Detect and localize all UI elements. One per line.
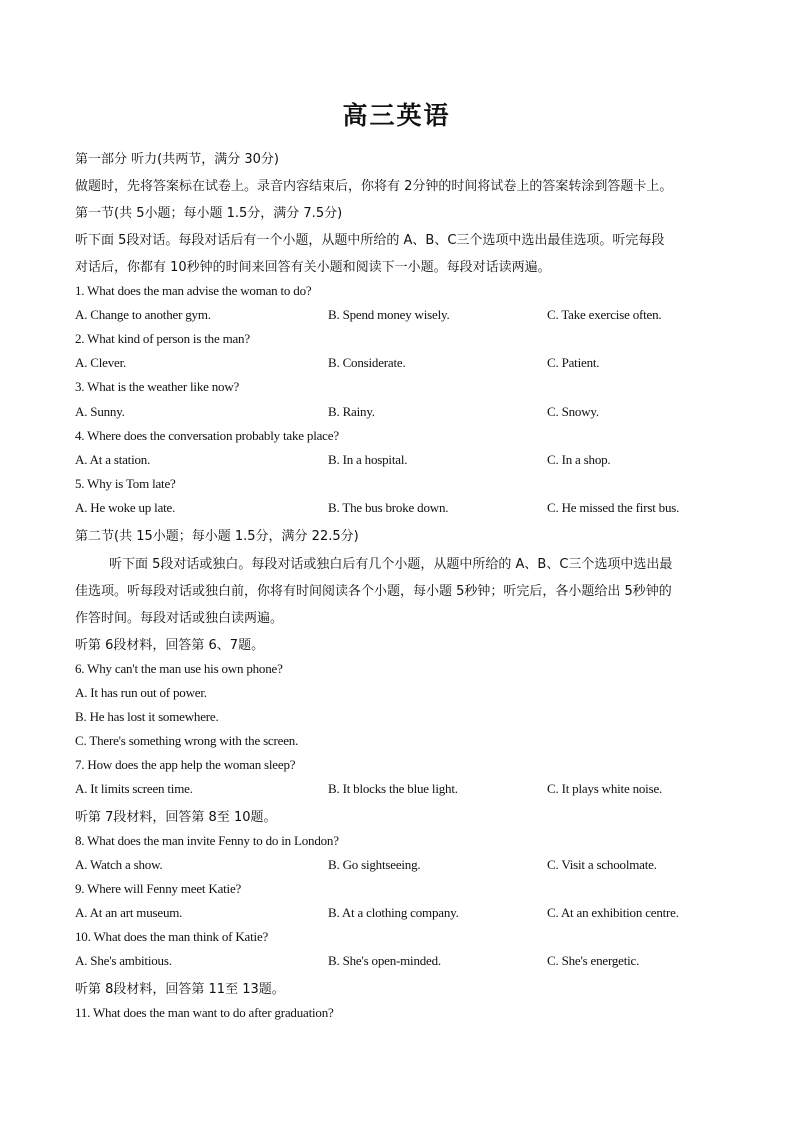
material-7-heading: 听第 7段材料，回答第 8至 10题。 — [75, 810, 277, 825]
q9-option-b: B. At a clothing company. — [328, 905, 459, 920]
q6-option-b: B. He has lost it somewhere. — [75, 709, 219, 724]
q1-option-a: A. Change to another gym. — [75, 307, 211, 322]
q6-option-a: A. It has run out of power. — [75, 685, 207, 700]
q8-option-a: A. Watch a show. — [75, 857, 163, 872]
question-8: 8. What does the man invite Fenny to do in London? — [75, 833, 339, 848]
section2-header: 第二节(共 15小题；每小题 1.5分，满分 22.5分) — [75, 529, 359, 544]
question-5: 5. Why is Tom late? — [75, 476, 176, 491]
q1-option-c: C. Take exercise often. — [547, 307, 662, 322]
q8-option-c: C. Visit a schoolmate. — [547, 857, 657, 872]
q6-option-c: C. There's something wrong with the screen. — [75, 733, 299, 748]
q8-option-b: B. Go sightseeing. — [328, 857, 421, 872]
q5-option-b: B. The bus broke down. — [328, 500, 449, 515]
q5-option-a: A. He woke up late. — [75, 500, 176, 515]
q4-option-c: C. In a shop. — [547, 452, 611, 467]
part1-header: 第一部分 听力(共两节，满分 30分) — [75, 152, 279, 167]
material-8-heading: 听第 8段材料，回答第 11至 13题。 — [75, 982, 285, 997]
section2-instruction-line2: 佳选项。听每段对话或独白前，你将有时间阅读各个小题，每小题 5秒钟；听完后，各小题给出 5秒钟的 — [75, 584, 672, 599]
q10-option-b: B. She's open-minded. — [328, 953, 441, 968]
section1-instruction-line2: 对话后，你都有 10秒钟的时间来回答有关小题和阅读下一小题。每段对话读两遍。 — [75, 260, 551, 275]
part1-instruction: 做题时，先将答案标在试卷上。录音内容结束后，你将有 2分钟的时间将试卷上的答案转涂到答题卡上。 — [75, 179, 673, 194]
question-4: 4. Where does the conversation probably take place? — [75, 428, 339, 443]
q4-option-b: B. In a hospital. — [328, 452, 408, 467]
question-10: 10. What does the man think of Katie? — [75, 929, 269, 944]
question-1: 1. What does the man advise the woman to do? — [75, 283, 312, 298]
material-6-heading: 听第 6段材料，回答第 6、7题。 — [75, 638, 265, 653]
q9-option-a: A. At an art museum. — [75, 905, 183, 920]
section1-header: 第一节(共 5小题；每小题 1.5分，满分 7.5分) — [75, 206, 343, 221]
question-7: 7. How does the app help the woman sleep? — [75, 757, 296, 772]
section2-instruction-line3: 作答时间。每段对话或独白读两遍。 — [75, 611, 284, 626]
question-2: 2. What kind of person is the man? — [75, 331, 250, 346]
q2-option-a: A. Clever. — [75, 355, 127, 370]
q2-option-c: C. Patient. — [547, 355, 600, 370]
q3-option-b: B. Rainy. — [328, 404, 375, 419]
q7-option-c: C. It plays white noise. — [547, 781, 663, 796]
question-3: 3. What is the weather like now? — [75, 379, 240, 394]
q9-option-c: C. At an exhibition centre. — [547, 905, 679, 920]
page-title: 高三英语 — [342, 101, 451, 130]
q5-option-c: C. He missed the first bus. — [547, 500, 680, 515]
q7-option-a: A. It limits screen time. — [75, 781, 193, 796]
q2-option-b: B. Considerate. — [328, 355, 406, 370]
q10-option-a: A. She's ambitious. — [75, 953, 172, 968]
q3-option-a: A. Sunny. — [75, 404, 125, 419]
question-9: 9. Where will Fenny meet Katie? — [75, 881, 242, 896]
section2-instruction-line1: 听下面 5段对话或独白。每段对话或独白后有几个小题，从题中所给的 A、B、C三个选项中选出最 — [109, 557, 673, 572]
q1-option-b: B. Spend money wisely. — [328, 307, 450, 322]
q7-option-b: B. It blocks the blue light. — [328, 781, 458, 796]
question-6: 6. Why can't the man use his own phone? — [75, 661, 283, 676]
question-11: 11. What does the man want to do after graduation? — [75, 1005, 334, 1020]
q3-option-c: C. Snowy. — [547, 404, 599, 419]
q10-option-c: C. She's energetic. — [547, 953, 640, 968]
q4-option-a: A. At a station. — [75, 452, 151, 467]
section1-instruction-line1: 听下面 5段对话。每段对话后有一个小题，从题中所给的 A、B、C三个选项中选出最佳选项。听完每段 — [75, 233, 665, 248]
